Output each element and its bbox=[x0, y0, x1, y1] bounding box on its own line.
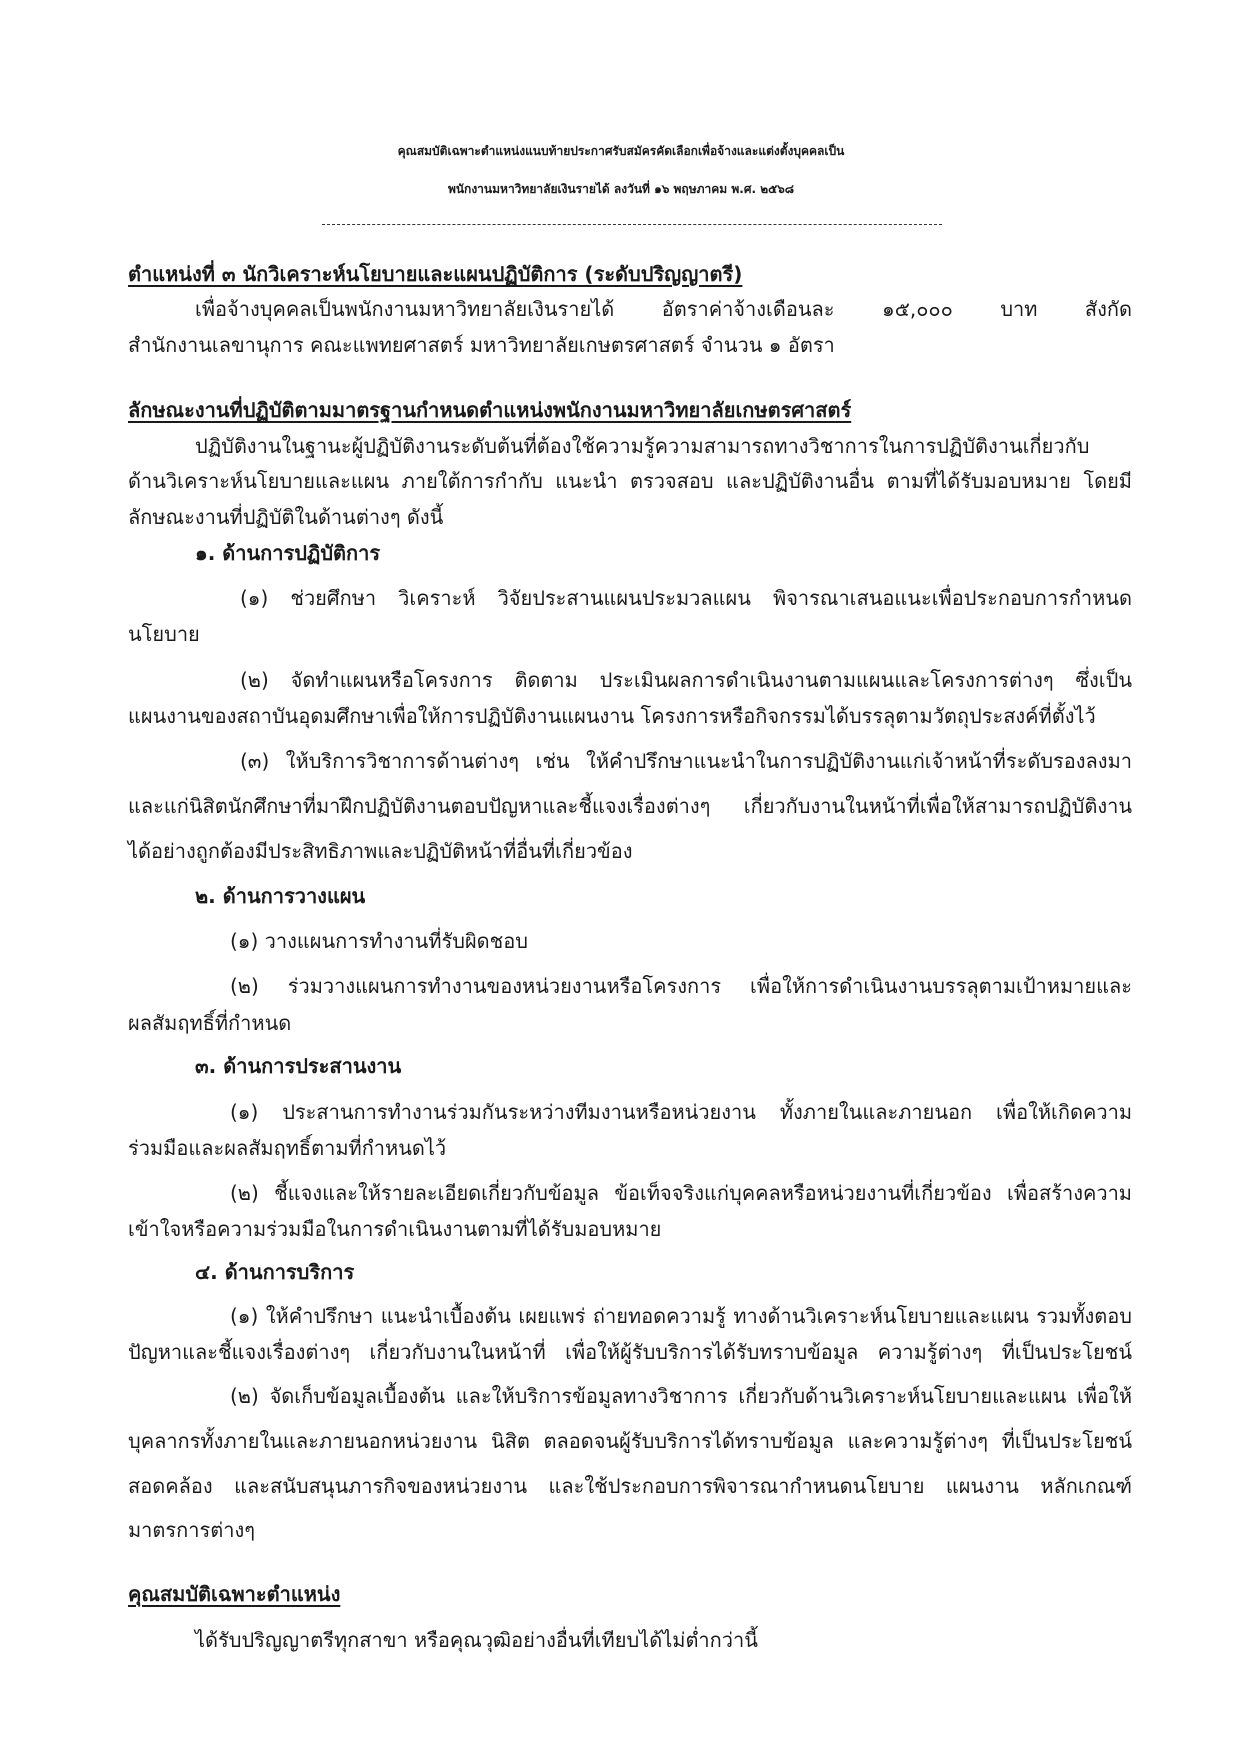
position-intro-line2: สำนักงานเลขานุการ คณะแพทยศาสตร์ มหาวิทยาลัยเกษตรศาสตร์ จำนวน ๑ อัตรา bbox=[128, 333, 835, 357]
duties-intro-line2: ด้านวิเคราะห์นโยบายและแผน ภายใต้การกำกับ แนะนำ ตรวจสอบ และปฏิบัติงานอื่น ตามที่ได้รับมอบหมาย โดยมี bbox=[128, 469, 1132, 493]
section2-item2-line2: ผลสัมฤทธิ์ที่กำหนด bbox=[128, 1011, 292, 1035]
section3-item1-line2: ร่วมมือและผลสัมฤทธิ์ตามที่กำหนดไว้ bbox=[128, 1136, 447, 1160]
position-heading: ตำแหน่งที่ ๓ นักวิเคราะห์นโยบายและแผนปฏิบัติการ (ระดับปริญญาตรี) bbox=[128, 262, 743, 286]
section4-item1-line1: (๑) ให้คำปรึกษา แนะนำเบื้องต้น เผยแพร่ ถ่ายทอดความรู้ ทางด้านวิเคราะห์นโยบายและแผน รวมทั้งตอบ bbox=[230, 1304, 1132, 1328]
section2-item1-line1: (๑) วางแผนการทำงานที่รับผิดชอบ bbox=[230, 929, 528, 953]
section3-item1-line1: (๑) ประสานการทำงานร่วมกันระหว่างทีมงานหรือหน่วยงาน ทั้งภายในและภายนอก เพื่อให้เกิดความ bbox=[230, 1100, 1132, 1124]
section4-item1-line2: ปัญหาและชี้แจงเรื่องต่างๆ เกี่ยวกับงานในหน้าที่ เพื่อให้ผู้รับบริการได้รับทราบข้อมูล ความรู้ต่างๆ ที่เป็นประโยชน์ bbox=[128, 1340, 1132, 1364]
duties-intro-line3: ลักษณะงานที่ปฏิบัติในด้านต่างๆ ดังนี้ bbox=[128, 505, 444, 529]
section4-item2-line3: สอดคล้อง และสนับสนุนภารกิจของหน่วยงาน และใช้ประกอบการพิจารณากำหนดนโยบาย แผนงาน หลักเกณฑ์ bbox=[128, 1474, 1132, 1498]
section1-item2-line1: (๒) จัดทำแผนหรือโครงการ ติดตาม ประเมินผลการดำเนินงานตามแผนและโครงการต่างๆ ซึ่งเป็น bbox=[240, 668, 1132, 692]
dashed-divider bbox=[322, 224, 942, 225]
document-title-line1: คุณสมบัติเฉพาะตำแหน่งแนบท้ายประกาศรับสมัครคัดเลือกเพื่อจ้างและแต่งตั้งบุคคลเป็น bbox=[397, 144, 845, 158]
document-title-line2: พนักงานมหาวิทยาลัยเงินรายได้ ลงวันที่ ๑๖ พฤษภาคม พ.ศ. ๒๕๖๘ bbox=[447, 182, 795, 196]
section3-item2-line2: เข้าใจหรือความร่วมมือในการดำเนินงานตามที่ได้รับมอบหมาย bbox=[128, 1217, 662, 1241]
section1-item2-line2: แผนงานของสถาบันอุดมศึกษาเพื่อให้การปฏิบัติงานแผนงาน โครงการหรือกิจกรรมได้บรรลุตามวัตถุประสงค์ที่ตั้งไว้ bbox=[128, 704, 1096, 728]
section3-item2-line1: (๒) ชี้แจงและให้รายละเอียดเกี่ยวกับข้อมูล ข้อเท็จจริงแก่บุคคลหรือหน่วยงานที่เกี่ยวข้อง เพื่อสร้างความ bbox=[230, 1181, 1132, 1205]
section1-item3-line1: (๓) ให้บริการวิชาการด้านต่างๆ เช่น ให้คำปรึกษาแนะนำในการปฏิบัติงานแก่เจ้าหน้าที่ระดับรองลงมา bbox=[240, 749, 1132, 773]
duties-heading: ลักษณะงานที่ปฏิบัติตามมาตรฐานกำหนดตำแหน่งพนักงานมหาวิทยาลัยเกษตรศาสตร์ bbox=[128, 398, 852, 422]
section-heading-planning: ๒. ด้านการวางแผน bbox=[195, 884, 366, 908]
section2-item2-line1: (๒) ร่วมวางแผนการทำงานของหน่วยงานหรือโครงการ เพื่อให้การดำเนินงานบรรลุตามเป้าหมายและ bbox=[230, 974, 1132, 998]
duties-intro-line1: ปฏิบัติงานในฐานะผู้ปฏิบัติงานระดับต้นที่ต้องใช้ความรู้ความสามารถทางวิชาการในการปฏิบัติงานเกี่ยวกับ bbox=[195, 434, 1090, 458]
section1-item1-line1: (๑) ช่วยศึกษา วิเคราะห์ วิจัยประสานแผนประมวลแผน พิจารณาเสนอแนะเพื่อประกอบการกำหนด bbox=[240, 586, 1132, 610]
qualification-text: ได้รับปริญญาตรีทุกสาขา หรือคุณวุฒิอย่างอื่นที่เทียบได้ไม่ต่ำกว่านี้ bbox=[195, 1628, 758, 1652]
section4-item2-line4: มาตรการต่างๆ bbox=[128, 1518, 255, 1542]
qualification-heading: คุณสมบัติเฉพาะตำแหน่ง bbox=[128, 1582, 341, 1606]
section1-item1-line2: นโยบาย bbox=[128, 622, 200, 646]
section-heading-operations: ๑. ด้านการปฏิบัติการ bbox=[195, 541, 381, 565]
section1-item3-line3: ได้อย่างถูกต้องมีประสิทธิภาพและปฏิบัติหน้าที่อื่นที่เกี่ยวข้อง bbox=[128, 839, 633, 863]
section4-item2-line1: (๒) จัดเก็บข้อมูลเบื้องต้น และให้บริการข้อมูลทางวิชาการ เกี่ยวกับด้านวิเคราะห์นโยบายและแผน เพื่อให้ bbox=[230, 1384, 1132, 1408]
position-intro-line1: เพื่อจ้างบุคคลเป็นพนักงานมหาวิทยาลัยเงินรายได้ อัตราค่าจ้างเดือนละ ๑๕,๐๐๐ บาท สังกัด bbox=[195, 297, 1132, 321]
section4-item2-line2: บุคลากรทั้งภายในและภายนอกหน่วยงาน นิสิต ตลอดจนผู้รับบริการได้ทราบข้อมูล และความรู้ต่างๆ ที่เป็นประโยชน์ bbox=[128, 1429, 1132, 1453]
section1-item3-line2: และแก่นิสิตนักศึกษาที่มาฝึกปฏิบัติงานตอบปัญหาและชี้แจงเรื่องต่างๆ เกี่ยวกับงานในหน้าที่เพื่อให้สามารถปฏิบัติงาน bbox=[128, 794, 1132, 818]
section-heading-coordination: ๓. ด้านการประสานงาน bbox=[195, 1054, 402, 1078]
section-heading-service: ๔. ด้านการบริการ bbox=[195, 1260, 355, 1284]
